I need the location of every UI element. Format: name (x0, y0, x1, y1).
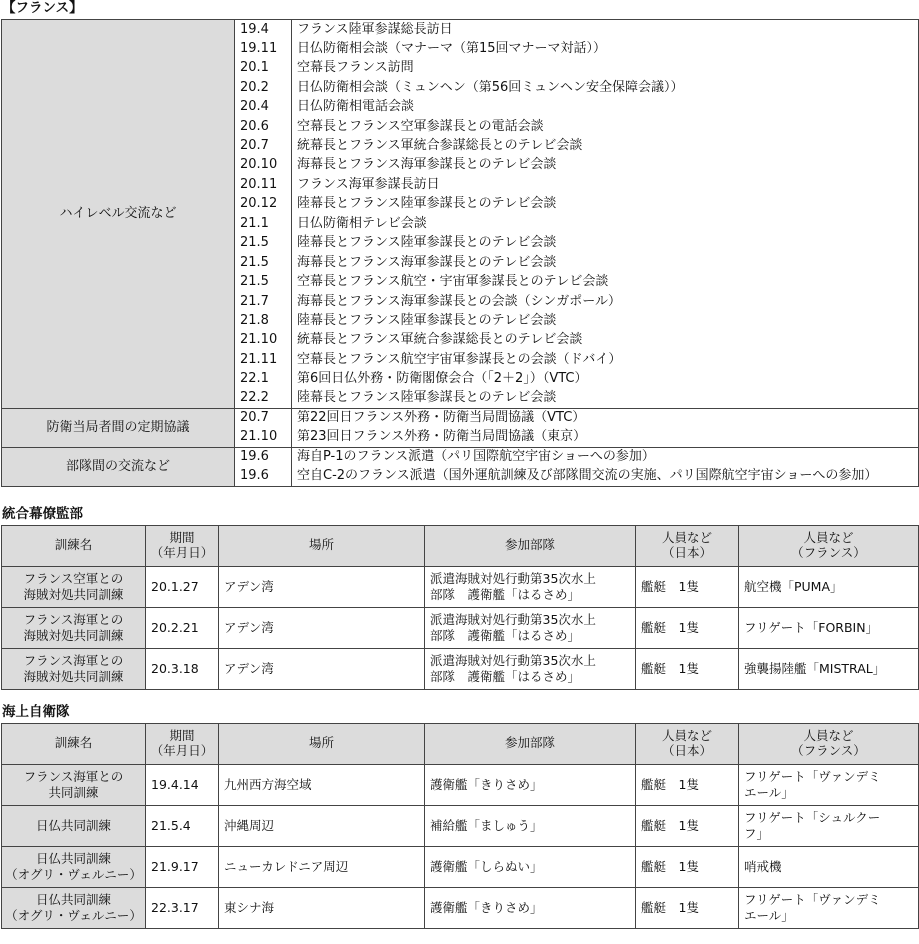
participating-unit-cell (425, 764, 636, 805)
event-date: 21.7 (235, 292, 292, 311)
event-date: 20.7 (235, 408, 292, 427)
personnel-france-line1: 航空機「PUMA」 (744, 578, 843, 594)
participating-unit-line1: 護衛艦「きりさめ」 (430, 776, 543, 792)
event-date: 22.2 (235, 389, 292, 408)
personnel-japan: 艦艇 1隻 (636, 805, 739, 846)
event-description: 海幕長とフランス海軍参謀長とのテレビ会談 (292, 253, 919, 272)
training-date: 21.9.17 (146, 846, 219, 887)
personnel-france-line2: フ」 (744, 825, 770, 841)
personnel-france-cell (739, 648, 919, 689)
training-name-cell (2, 607, 146, 648)
training-name-cell (2, 648, 146, 689)
personnel-france-line1: 強襲揚陸艦「MISTRAL」 (744, 660, 886, 676)
event-date: 20.7 (235, 136, 292, 155)
participating-unit-line1: 護衛艦「きりさめ」 (430, 899, 543, 915)
training-place: ニューカレドニア周辺 (219, 846, 425, 887)
training-name-cell (2, 887, 146, 928)
event-description: 日仏防衛相テレビ会談 (292, 214, 919, 233)
event-date: 21.8 (235, 311, 292, 330)
training-name-line1: 日仏共同訓練 (35, 850, 111, 866)
event-description: 第22回日フランス外務・防衛当局間協議（VTC） (292, 408, 919, 427)
participating-unit-line2: 部隊 護衛艦「はるさめ」 (430, 668, 581, 684)
event-description: 統幕長とフランス軍統合参謀総長とのテレビ会談 (292, 331, 919, 350)
header-training-name: 訓練名 (2, 525, 146, 566)
maritime-training-table (1, 723, 919, 929)
maritime-sdf-section (0, 704, 919, 929)
event-date: 19.11 (235, 39, 292, 58)
event-description: 統幕長とフランス軍統合参謀総長とのテレビ会談 (292, 136, 919, 155)
personnel-japan: 艦艇 1隻 (636, 764, 739, 805)
joint-training-table (1, 525, 919, 690)
event-description: 海自P-1のフランス派遣（パリ国際航空宇宙ショーへの参加） (292, 447, 919, 466)
training-name-cell (2, 805, 146, 846)
participating-unit-cell (425, 607, 636, 648)
event-description: 日仏防衛相会談（ミュンヘン（第56回ミュンヘン安全保障会議）） (292, 78, 919, 97)
event-description: 陸幕長とフランス陸軍参謀長とのテレビ会談 (292, 389, 919, 408)
training-name-line1: フランス海軍との (23, 652, 124, 668)
personnel-japan: 艦艇 1隻 (636, 887, 739, 928)
training-date: 21.5.4 (146, 805, 219, 846)
event-row (2, 447, 919, 466)
personnel-france-cell (739, 846, 919, 887)
participating-unit-line1: 派遣海賊対処行動第35次水上 (430, 652, 596, 668)
personnel-japan: 艦艇 1隻 (636, 607, 739, 648)
section-title-joint-staff: 統合幕僚監部 (2, 505, 83, 522)
training-place: 東シナ海 (219, 887, 425, 928)
event-date: 19.6 (235, 467, 292, 486)
event-date: 21.5 (235, 233, 292, 252)
training-name-line2: 海賊対処共同訓練 (23, 668, 124, 684)
table-header-row (2, 525, 919, 566)
participating-unit-cell (425, 566, 636, 607)
event-row (2, 408, 919, 427)
event-date: 19.4 (235, 20, 292, 39)
personnel-france-line1: フリゲート「FORBIN」 (744, 619, 879, 635)
training-name-line2: 海賊対処共同訓練 (23, 627, 124, 643)
participating-unit-cell (425, 846, 636, 887)
personnel-france-line2: エール」 (744, 784, 794, 800)
personnel-france-cell (739, 764, 919, 805)
joint-staff-section (0, 506, 919, 690)
training-date: 22.3.17 (146, 887, 219, 928)
table-row (2, 887, 919, 928)
section-title-maritime: 海上自衛隊 (2, 703, 70, 720)
training-date: 20.3.18 (146, 648, 219, 689)
event-description: 空自C-2のフランス派遣（国外運航訓練及び部隊間交流の実施、パリ国際航空宇宙ショーへの参加） (292, 467, 919, 486)
event-description: フランス陸軍参謀総長訪日 (292, 20, 919, 39)
personnel-france-line1: フリゲート「シュルクー (744, 809, 881, 825)
event-description: 日仏防衛相会談（マナーマ（第15回マナーマ対話）） (292, 39, 919, 58)
training-name-line2: 海賊対処共同訓練 (23, 586, 124, 602)
header-personnel-france: 人員など （フランス） (739, 525, 919, 566)
training-place: アデン湾 (219, 566, 425, 607)
event-description: 海幕長とフランス海軍参謀長との会談（シンガポール） (292, 292, 919, 311)
header-place: 場所 (219, 525, 425, 566)
participating-unit-line1: 派遣海賊対処行動第35次水上 (430, 611, 596, 627)
personnel-france-line1: フリゲート「ヴァンデミ (744, 768, 881, 784)
header-personnel-japan: 人員など （日本） (636, 525, 739, 566)
participating-unit-cell (425, 805, 636, 846)
training-name-line1: フランス空軍との (23, 570, 124, 586)
participating-unit-cell (425, 887, 636, 928)
event-description: 空幕長とフランス航空・宇宙軍参謀長とのテレビ会談 (292, 272, 919, 291)
event-description: 陸幕長とフランス陸軍参謀長とのテレビ会談 (292, 311, 919, 330)
event-row (2, 20, 919, 39)
participating-unit-line1: 補給艦「ましゅう」 (430, 817, 543, 833)
header-training-name: 訓練名 (2, 723, 146, 764)
training-name-line2: （オグリ・ヴェルニー） (5, 907, 142, 923)
training-name-line1: フランス海軍との (23, 611, 124, 627)
event-description: 空幕長フランス訪問 (292, 58, 919, 77)
training-date: 20.1.27 (146, 566, 219, 607)
category-cell: 部隊間の交流など (2, 447, 235, 486)
event-date: 20.12 (235, 194, 292, 213)
training-place: アデン湾 (219, 648, 425, 689)
event-date: 21.1 (235, 214, 292, 233)
personnel-france-line2: エール」 (744, 907, 794, 923)
personnel-france-cell (739, 805, 919, 846)
event-date: 21.10 (235, 428, 292, 447)
table-row (2, 648, 919, 689)
event-description: フランス海軍参謀長訪日 (292, 175, 919, 194)
event-date: 20.2 (235, 78, 292, 97)
section-title-france: 【フランス】 (2, 0, 83, 16)
event-date: 20.11 (235, 175, 292, 194)
table-row (2, 846, 919, 887)
training-name-cell (2, 846, 146, 887)
training-name-line1: 日仏共同訓練 (35, 817, 111, 833)
personnel-france-cell (739, 607, 919, 648)
category-cell: 防衛当局者間の定期協議 (2, 408, 235, 447)
event-date: 21.10 (235, 331, 292, 350)
personnel-france-line1: 哨戒機 (744, 858, 782, 874)
header-unit: 参加部隊 (425, 525, 636, 566)
header-personnel-france: 人員など （フランス） (739, 723, 919, 764)
participating-unit-line1: 派遣海賊対処行動第35次水上 (430, 570, 596, 586)
header-personnel-japan: 人員など （日本） (636, 723, 739, 764)
event-date: 19.6 (235, 447, 292, 466)
training-name-line2: （オグリ・ヴェルニー） (5, 866, 142, 882)
event-description: 陸幕長とフランス陸軍参謀長とのテレビ会談 (292, 194, 919, 213)
training-name-cell (2, 764, 146, 805)
event-description: 日仏防衛相電話会談 (292, 97, 919, 116)
personnel-france-cell (739, 566, 919, 607)
event-description: 第23回日フランス外務・防衛当局間協議（東京） (292, 428, 919, 447)
personnel-japan: 艦艇 1隻 (636, 846, 739, 887)
event-description: 空幕長とフランス空軍参謀長との電話会談 (292, 117, 919, 136)
event-date: 20.4 (235, 97, 292, 116)
training-name-line1: 日仏共同訓練 (35, 891, 111, 907)
personnel-france-cell (739, 887, 919, 928)
training-place: 沖縄周辺 (219, 805, 425, 846)
participating-unit-line2: 部隊 護衛艦「はるさめ」 (430, 627, 581, 643)
header-period: 期間 （年月日） (146, 525, 219, 566)
training-name-cell (2, 566, 146, 607)
training-date: 19.4.14 (146, 764, 219, 805)
personnel-japan: 艦艇 1隻 (636, 648, 739, 689)
event-description: 海幕長とフランス海軍参謀長とのテレビ会談 (292, 156, 919, 175)
table-row (2, 566, 919, 607)
participating-unit-line1: 護衛艦「しらぬい」 (430, 858, 543, 874)
event-date: 20.10 (235, 156, 292, 175)
france-exchange-table (1, 19, 919, 487)
training-name-line1: フランス海軍との (23, 768, 124, 784)
event-description: 第6回日仏外務・防衛閣僚会合（「2＋2」）（VTC） (292, 369, 919, 388)
training-date: 20.2.21 (146, 607, 219, 648)
table-row (2, 764, 919, 805)
event-date: 22.1 (235, 369, 292, 388)
event-description: 空幕長とフランス航空宇宙軍参謀長との会談（ドバイ） (292, 350, 919, 369)
event-date: 21.5 (235, 272, 292, 291)
event-date: 20.6 (235, 117, 292, 136)
event-date: 21.11 (235, 350, 292, 369)
table-header-row (2, 723, 919, 764)
event-date: 21.5 (235, 253, 292, 272)
event-date: 20.1 (235, 58, 292, 77)
participating-unit-line2: 部隊 護衛艦「はるさめ」 (430, 586, 581, 602)
personnel-japan: 艦艇 1隻 (636, 566, 739, 607)
training-name-line2: 共同訓練 (48, 784, 99, 800)
training-place: アデン湾 (219, 607, 425, 648)
table-row (2, 607, 919, 648)
category-cell: ハイレベル交流など (2, 20, 235, 409)
header-unit: 参加部隊 (425, 723, 636, 764)
table-row (2, 805, 919, 846)
participating-unit-cell (425, 648, 636, 689)
training-place: 九州西方海空域 (219, 764, 425, 805)
header-period: 期間 （年月日） (146, 723, 219, 764)
event-description: 陸幕長とフランス陸軍参謀長とのテレビ会談 (292, 233, 919, 252)
header-place: 場所 (219, 723, 425, 764)
personnel-france-line1: フリゲート「ヴァンデミ (744, 891, 881, 907)
